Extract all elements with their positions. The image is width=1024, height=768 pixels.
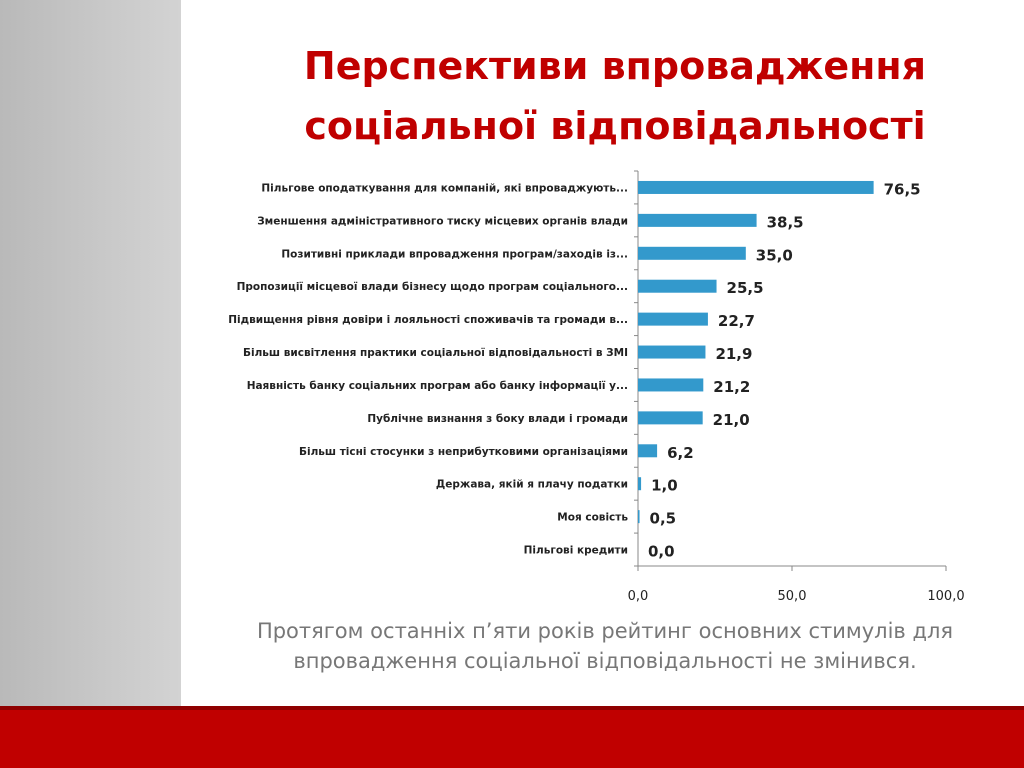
bar [638,477,641,490]
data-label: 6,2 [667,443,694,462]
category-label: Позитивні приклади впровадження програм/заходів із... [281,248,628,261]
bar [638,411,703,424]
bar [638,280,717,293]
data-label: 21,0 [712,410,750,429]
bar [638,378,703,391]
data-label: 76,5 [883,180,921,199]
category-label: Більш тісні стосунки з неприбутковими організаціями [298,445,628,458]
x-tick-label: 100,0 [927,589,965,604]
category-label: Більш висвітлення практики соціальної відповідальності в ЗМІ [242,347,628,360]
data-label: 1,0 [651,476,678,495]
category-label: Держава, якій я плачу податки [435,478,628,491]
bottom-band [0,706,1024,768]
category-label: Пільгове оподаткування для компаній, які впроваджують... [261,182,628,195]
category-label: Наявність банку соціальних програм або банку інформації у... [246,379,628,392]
data-label: 35,0 [755,246,793,265]
category-label: Підвищення рівня довіри і лояльності споживачів та громади в... [228,314,628,327]
x-tick-label: 50,0 [777,589,807,604]
data-label: 25,5 [726,279,764,298]
bar [638,214,757,227]
bar [638,444,657,457]
bar [638,346,705,359]
bar [638,313,708,326]
data-label: 38,5 [766,213,804,232]
slide-title: Перспективи впровадження соціальної відповідальності [303,44,927,148]
category-label: Пропозиції місцевої влади бізнесу щодо програм соціального... [236,281,628,294]
category-label: Публічне визнання з боку влади і громади [367,412,628,425]
data-label: 21,9 [715,345,753,364]
bar [638,510,640,523]
category-label: Пільгові кредити [523,544,628,557]
data-label: 21,2 [713,377,751,396]
data-label: 0,5 [649,509,677,528]
bar [638,247,746,260]
data-label: 0,0 [648,542,675,561]
x-tick-label: 0,0 [627,589,649,604]
data-label: 22,7 [717,312,755,331]
category-label: Зменшення адміністративного тиску місцевих органів влади [257,215,628,228]
slide-caption: Протягом останніх п’яти років рейтинг основних стимулів для впровадження соціальної відповідальності не змінився. [256,619,954,673]
bottom-band-edge [0,706,1024,710]
bar [638,181,874,194]
category-label: Моя совість [557,511,628,524]
